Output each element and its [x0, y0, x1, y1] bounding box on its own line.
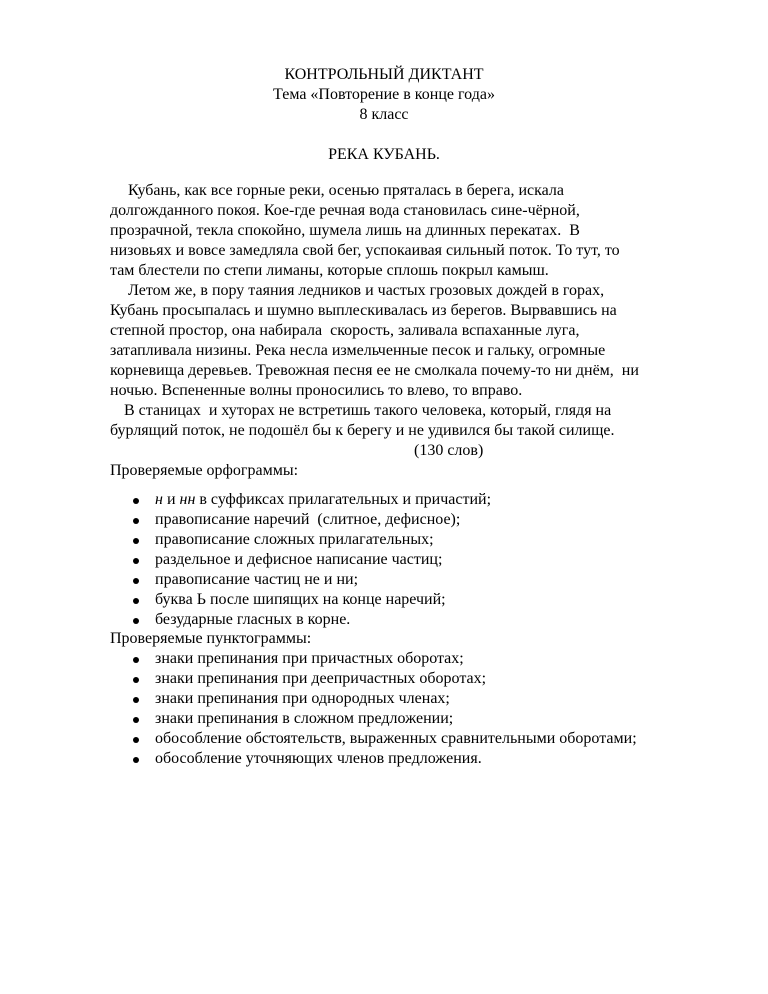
- dictation-line: долгожданного покоя. Кое-где речная вода становилась сине-чёрной,: [110, 202, 580, 219]
- punctogram-item-text: обособление уточняющих членов предложения.: [155, 750, 482, 767]
- conjunction: и: [162, 491, 180, 508]
- dictation-heading: РЕКА КУБАНЬ.: [328, 146, 440, 163]
- bullet-icon: [133, 737, 139, 743]
- bullet-icon: [133, 717, 139, 723]
- bullet-icon: [133, 757, 139, 763]
- orthogram-item-text: безударные гласных в корне.: [155, 611, 351, 628]
- grade-label: 8 класс: [359, 106, 409, 123]
- dictation-line: Кубань просыпалась и шумно выплескивалась из берегов. Вырвавшись на: [110, 302, 617, 319]
- suffix-nn: нн: [179, 491, 196, 508]
- orthogram-item-text: буква Ь после шипящих на конце наречий;: [155, 591, 446, 608]
- dictation-line: Летом же, в пору таяния ледников и частых грозовых дождей в горах,: [128, 282, 605, 299]
- bullet-icon: [133, 538, 139, 544]
- dictation-line: корневища деревьев. Тревожная песня ее не смолкала почему-то ни днём, ни: [110, 362, 639, 379]
- orthogram-item-text: правописание сложных прилагательных;: [155, 531, 434, 548]
- bullet-icon: [133, 618, 139, 624]
- orthograms-heading: Проверяемые орфограммы:: [110, 462, 299, 479]
- dictation-line: В станицах и хуторах не встретишь такого человека, который, глядя на: [124, 402, 612, 419]
- dictation-line: степной простор, она набирала скорость, заливала вспаханные луга,: [110, 322, 580, 339]
- document-subtitle: Тема «Повторение в конце года»: [273, 86, 495, 103]
- bullet-icon: [133, 697, 139, 703]
- bullet-icon: [133, 518, 139, 524]
- word-count: (130 слов): [414, 442, 484, 459]
- punctogram-item-text: знаки препинания при однородных членах;: [155, 690, 450, 707]
- orthogram-item-text: правописание наречий (слитное, дефисное);: [155, 511, 461, 528]
- suffix-n: н: [155, 491, 163, 508]
- bullet-icon: [133, 498, 139, 504]
- orthogram-item-text: правописание частиц не и ни;: [155, 571, 359, 588]
- bullet-icon: [133, 598, 139, 604]
- dictation-line: низовьях и вовсе замедляла свой бег, успокаивая сильный поток. То тут, то: [110, 242, 620, 259]
- dictation-line: ночью. Вспененные волны проносились то влево, то вправо.: [110, 382, 523, 399]
- punctograms-heading: Проверяемые пунктограммы:: [110, 630, 312, 647]
- bullet-icon: [133, 677, 139, 683]
- punctogram-item-text: знаки препинания при причастных оборотах;: [155, 650, 464, 667]
- dictation-line: затапливала низины. Река несла измельченные песок и гальку, огромные: [110, 342, 606, 359]
- orthogram-item-text: раздельное и дефисное написание частиц;: [155, 551, 443, 568]
- punctogram-item-text: обособление обстоятельств, выраженных сравнительными оборотами;: [155, 730, 637, 747]
- dictation-line: там блестели по степи лиманы, которые сплошь покрыл камыш.: [110, 262, 549, 279]
- bullet-icon: [133, 657, 139, 663]
- dictation-line: прозрачной, текла спокойно, шумела лишь на длинных перекатах. В: [110, 222, 580, 239]
- dictation-line: бурлящий поток, не подошёл бы к берегу и не удивился бы такой силище.: [110, 422, 615, 439]
- dictation-line: Кубань, как все горные реки, осенью пряталась в берега, искала: [128, 182, 564, 199]
- bullet-icon: [133, 558, 139, 564]
- document-title: КОНТРОЛЬНЫЙ ДИКТАНТ: [284, 66, 484, 83]
- punctogram-item-text: знаки препинания в сложном предложении;: [155, 710, 454, 727]
- orthogram-item-rest: в суффиксах прилагательных и причастий;: [195, 491, 492, 508]
- punctogram-item-text: знаки препинания при деепричастных оборотах;: [155, 670, 487, 687]
- bullet-icon: [133, 578, 139, 584]
- orthogram-item-text: [155, 491, 491, 509]
